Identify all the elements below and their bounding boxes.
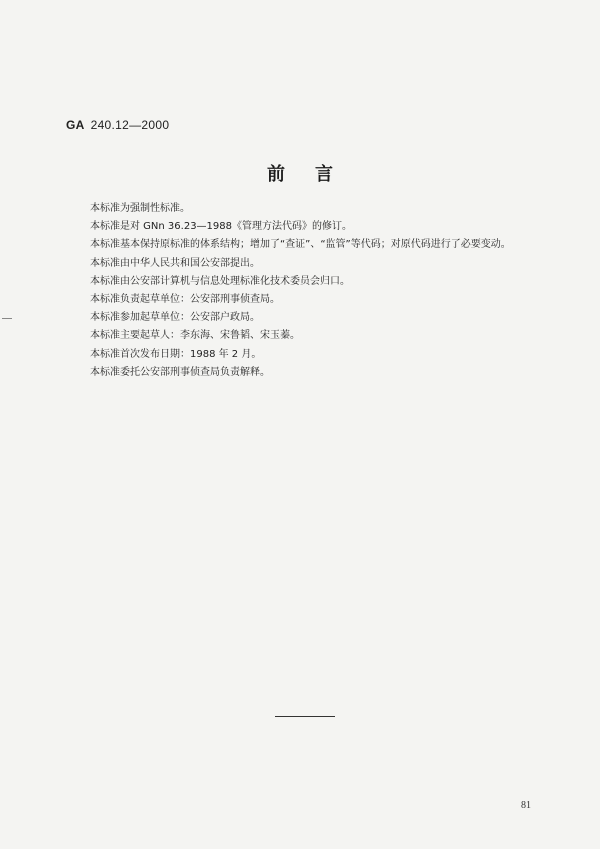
foreword-line: 本标准参加起草单位：公安部户政局。 (90, 312, 260, 324)
foreword-body (90, 200, 511, 382)
standard-code-prefix: GA (66, 118, 85, 132)
foreword-line: 本标准基本保持原标准的体系结构；增加了“查证”、“监管”等代码；对原代码进行了必要变动。 (90, 239, 511, 251)
foreword-line: 本标准是对 GNn 36.23—1988《管理方法代码》的修订。 (90, 221, 353, 233)
section-title: 前言 (267, 164, 363, 185)
foreword-line: 本标准由公安部计算机与信息处理标准化技术委员会归口。 (90, 275, 350, 287)
page-number: 81 (521, 800, 531, 811)
binding-mark (2, 318, 12, 319)
standard-code-number: 240.12—2000 (90, 118, 170, 132)
foreword-line: 本标准为强制性标准。 (90, 203, 190, 214)
foreword-line: 本标准主要起草人：李东海、宋鲁韬、宋玉蓁。 (90, 330, 300, 342)
foreword-line: 本标准委托公安部刑事侦查局负责解释。 (90, 366, 270, 378)
foreword-line: 本标准负责起草单位：公安部刑事侦查局。 (90, 293, 280, 305)
footer-divider (275, 716, 335, 717)
foreword-line: 本标准由中华人民共和国公安部提出。 (90, 257, 260, 269)
standard-code (66, 118, 169, 132)
foreword-line: 本标准首次发布日期：1988 年 2 月。 (90, 348, 262, 360)
